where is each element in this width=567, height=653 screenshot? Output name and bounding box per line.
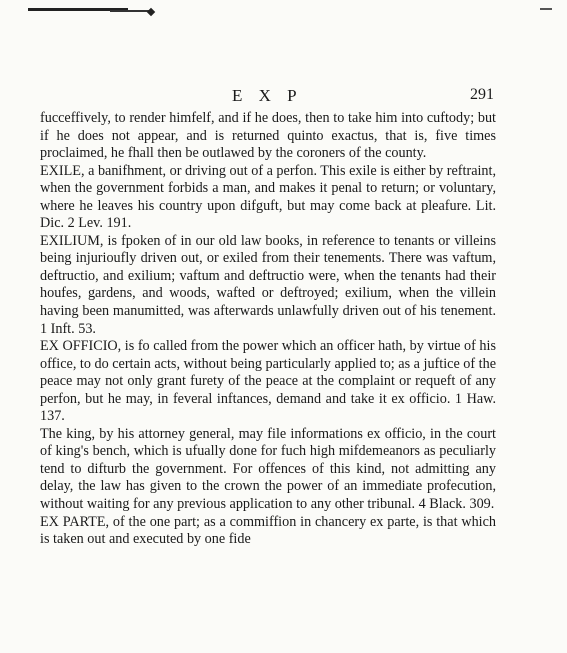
entry-ex-parte (40, 514, 496, 549)
entry-headword: EX PARTE, (40, 513, 110, 530)
running-head (0, 86, 567, 110)
paragraph-text: is fo called from the power which an officer hath, by virtue of his office, to do certain acts, without being particularly applied to; as a juftice of the peace may not only grant furety of the peace at the complaint or requeft of any perfon, but he may, in feveral inftances, demand and take it ex officio. 1 Haw. 137. (40, 338, 496, 425)
scan-artifact-mark (147, 8, 155, 16)
dictionary-text (40, 110, 496, 549)
entry-headword: EXILIUM, (40, 232, 104, 249)
paragraph-text: of the one part; as a commiffion in chancery ex parte, is that which is taken out and executed by one fide (40, 513, 497, 548)
running-head-title: E X P (232, 86, 303, 105)
entry-ex-officio (40, 338, 496, 426)
page-number: 291 (470, 86, 494, 103)
paragraph-text: The king, by his attorney general, may file informations ex officio, in the court of king's bench, which is ufually done for fuch high mifdemeanors as peculiarly tend to difturb the government. For offences of this kind, not admitting any delay, the law has given to the crown the power of an immediate profecution, without waiting for any previous application to any other tribunal. 4 Black. 309. (40, 425, 496, 513)
entry-headword: EXILE, (40, 162, 85, 179)
paragraph-text: is fpoken of in our old law books, in reference to tenants or villeins being injurioufly driven out, or exiled from their tenements. There was vaftum, deftructio, and exilium; vaftum and deftructio were, when the tenants had their houfes, gardens, and woods, wafted or deftroyed; exilium, when the villein having been manumitted, was afterwards unlawfully driven out of his tenement. 1 Inft. 53. (40, 232, 496, 337)
scan-artifact-line (540, 8, 552, 10)
paragraph-text: a banifhment, or driving out of a perfon. This exile is either by reftraint, when the government forbids a man, and makes it penal to return; or voluntary, where he leaves his country upon difguft, but may come back at pleafure. Lit. Dic. 2 Lev. 191. (40, 162, 497, 232)
paragraph-text: fucceffively, to render himfelf, and if he does, then to take him into cuftody; but if he does not appear, and is returned quinto exactus, that is, five times proclaimed, he fhall then be outlawed by the coroners of the county. (40, 110, 496, 162)
entry-exilium (40, 233, 496, 338)
paragraph-ex-officio-continued (40, 426, 496, 514)
scan-artifact-line (110, 10, 150, 12)
entry-exile (40, 163, 496, 233)
paragraph-continuation (40, 110, 496, 163)
entry-headword: EX OFFICIO, (40, 338, 122, 355)
